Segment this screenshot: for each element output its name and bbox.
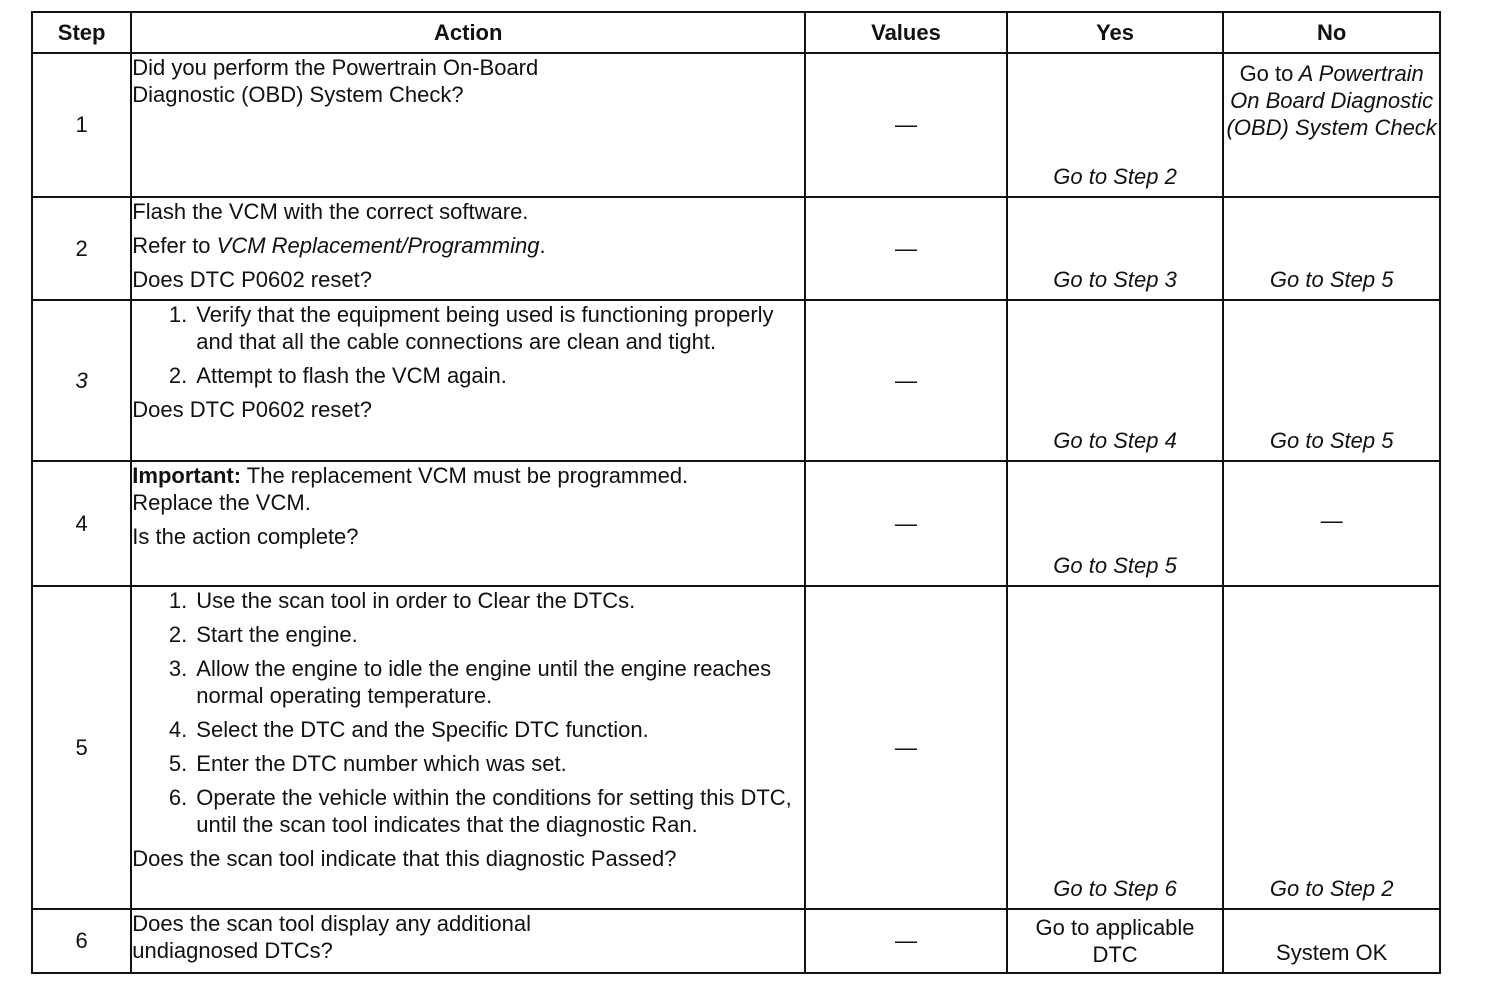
values-cell: — xyxy=(805,197,1007,300)
refer-suffix: . xyxy=(539,233,546,258)
action-cell xyxy=(131,53,805,197)
action-list xyxy=(132,587,804,838)
step-number: 2 xyxy=(32,197,131,300)
action-cell xyxy=(131,197,805,300)
no-prefix: Go to xyxy=(1239,61,1294,86)
yes-cell[interactable]: Go to Step 6 xyxy=(1007,586,1224,909)
action-question: Does the scan tool indicate that this diagnostic Passed? xyxy=(132,846,677,871)
table-row xyxy=(32,197,1440,300)
values-cell: — xyxy=(805,53,1007,197)
step-number: 3 xyxy=(32,300,131,461)
list-item: 6. Operate the vehicle within the conditions for setting this DTC, until the scan tool indicates that the diagnostic Ran. xyxy=(168,785,792,837)
yes-cell[interactable]: Go to Step 4 xyxy=(1007,300,1224,461)
table-row xyxy=(32,53,1440,197)
no-link[interactable]: A Powertrain On Board Diagnostic (OBD) System Check xyxy=(1226,61,1437,140)
header-step: Step xyxy=(32,12,131,53)
header-no: No xyxy=(1223,12,1440,53)
action-line: Replace the VCM. xyxy=(132,490,311,515)
header-values: Values xyxy=(805,12,1007,53)
list-item: 5. Enter the DTC number which was set. xyxy=(168,751,567,776)
no-cell[interactable]: Go to Step 5 xyxy=(1223,197,1440,300)
important-label: Important: xyxy=(132,463,242,488)
action-line: Flash the VCM with the correct software. xyxy=(132,199,529,224)
list-item: 2. Attempt to flash the VCM again. xyxy=(168,363,507,388)
step-number: 4 xyxy=(32,461,131,586)
important-note xyxy=(132,462,804,489)
action-list xyxy=(132,301,804,389)
yes-cell[interactable]: Go to Step 5 xyxy=(1007,461,1224,586)
action-question: Is the action complete? xyxy=(132,524,359,549)
action-question: Does DTC P0602 reset? xyxy=(132,397,372,422)
step-number: 6 xyxy=(32,909,131,973)
action-cell xyxy=(131,461,805,586)
no-cell[interactable] xyxy=(1223,53,1440,197)
action-refer xyxy=(132,232,804,259)
table-row xyxy=(32,461,1440,586)
list-item: 3. Allow the engine to idle the engine until the engine reaches normal operating temperature. xyxy=(168,656,772,708)
diagnostic-table xyxy=(31,11,1441,974)
table-row xyxy=(32,586,1440,909)
yes-cell[interactable]: Go to Step 3 xyxy=(1007,197,1224,300)
values-cell: — xyxy=(805,586,1007,909)
action-cell xyxy=(131,300,805,461)
action-cell xyxy=(131,586,805,909)
table-row xyxy=(32,300,1440,461)
action-text: Did you perform the Powertrain On-Board Diagnostic (OBD) System Check? xyxy=(132,55,539,107)
action-text: Does the scan tool display any additional undiagnosed DTCs? xyxy=(132,911,531,963)
header-yes: Yes xyxy=(1007,12,1224,53)
yes-cell[interactable]: Go to Step 2 xyxy=(1007,53,1224,197)
values-cell: — xyxy=(805,461,1007,586)
action-cell xyxy=(131,909,805,973)
header-row xyxy=(32,12,1440,53)
step-number: 5 xyxy=(32,586,131,909)
table-row xyxy=(32,909,1440,973)
yes-cell[interactable]: Go to applicable DTC xyxy=(1007,909,1224,973)
no-cell: — xyxy=(1223,461,1440,586)
list-item: 1. Use the scan tool in order to Clear the DTCs. xyxy=(168,588,636,613)
no-cell[interactable]: Go to Step 2 xyxy=(1223,586,1440,909)
step-number: 1 xyxy=(32,53,131,197)
list-item: 1. Verify that the equipment being used is functioning properly and that all the cable connections are clean and tight. xyxy=(168,302,774,354)
no-cell: System OK xyxy=(1223,909,1440,973)
list-item: 4. Select the DTC and the Specific DTC function. xyxy=(168,717,649,742)
list-item: 2. Start the engine. xyxy=(168,622,358,647)
refer-link[interactable]: VCM Replacement/Programming xyxy=(216,233,540,258)
header-action: Action xyxy=(131,12,805,53)
refer-prefix: Refer to xyxy=(132,233,211,258)
values-cell: — xyxy=(805,300,1007,461)
no-cell[interactable]: Go to Step 5 xyxy=(1223,300,1440,461)
important-text: The replacement VCM must be programmed. xyxy=(246,463,689,488)
action-question: Does DTC P0602 reset? xyxy=(132,267,372,292)
values-cell: — xyxy=(805,909,1007,973)
